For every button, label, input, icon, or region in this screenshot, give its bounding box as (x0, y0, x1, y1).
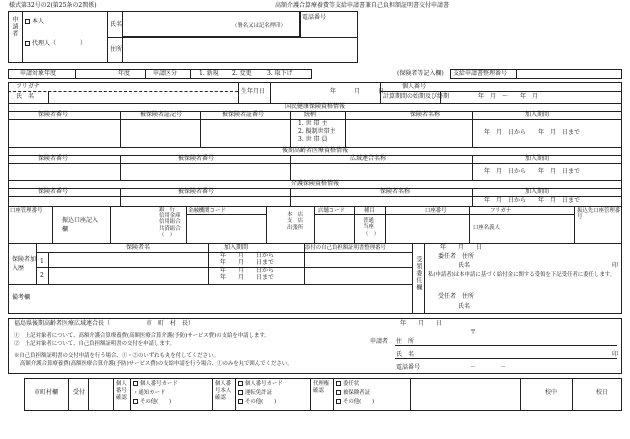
kouetsu-label: 校日 (596, 389, 609, 396)
period-value: 年 月 ～ 年 月 (478, 93, 539, 100)
relation-deemed-head[interactable]: 2. 擬制世帯主 (298, 128, 336, 135)
furikomi-code-label: 振込先口座管理番号 (577, 208, 621, 221)
kanyu-2-from: 年 月 日から (220, 267, 275, 274)
kokuho-card-symbol: 被保険者証記号 (140, 111, 183, 118)
declaration-name: 氏 名 (396, 351, 415, 358)
inin-seal: 印 (612, 262, 619, 269)
kokuho-title: 国民健康保険資格情報 (284, 103, 345, 110)
kokuho-card-number: 被保険者証番号 (222, 111, 265, 118)
declaration-1[interactable]: ① 上記対象者について、高額介護合算療養費(高額医療合算介護(予防)サービス費)の支給を申請します。 (14, 333, 270, 339)
kokuho-relation: 続柄 (304, 111, 317, 118)
bank-type-options[interactable]: 銀 行 信用金庫 信用組合 共済組合 （ ） (159, 207, 181, 238)
applicant-address-field[interactable] (122, 37, 358, 63)
kanyu-1-from: 年 月 日から (220, 252, 275, 259)
year-label: 申請対象年度 (20, 70, 57, 77)
applicant-name-field[interactable] (122, 11, 300, 37)
k2-license-checkbox[interactable] (238, 390, 243, 395)
shinsei-label: 申請者 (370, 338, 389, 345)
period-label: 計算期間の始期及び終期 (383, 93, 450, 100)
d-inin[interactable]: 委任状 (336, 381, 359, 387)
kubun-change[interactable]: 2. 変更 (232, 70, 252, 77)
kanyu-period: 加入期間 (224, 244, 249, 251)
account-number-label: 口座番号 (425, 208, 447, 214)
account-mgmt-label: 口座管理番号 (10, 208, 43, 214)
k2-card[interactable]: 個人番号カード (238, 381, 283, 387)
juryo-date: 年 月 日 (440, 244, 483, 251)
kojin-number-label: 個人番号 (402, 83, 427, 90)
kouki-insured-number: 被保険者番号 (178, 155, 215, 162)
k1-card-checkbox[interactable] (133, 381, 138, 386)
kojin-check-label: 個人番号確認 (116, 381, 127, 402)
agent-option[interactable]: 代理人（ ） (25, 41, 86, 48)
kubun-label: 申請区分 (153, 70, 178, 77)
junin-name: 氏名 (458, 303, 471, 310)
k2-card-checkbox[interactable] (238, 381, 243, 386)
kouki-union-name: 広域連合名称 (350, 155, 387, 162)
seiri-number-label: 支給申請書整理番号 (453, 70, 508, 77)
phone-dashes: － － (470, 364, 507, 371)
dairi-label: 代理権確認 (313, 381, 330, 395)
insurer-fill-note: (保険者等記入欄) (397, 70, 444, 77)
bank-code-label: 金融機関コード (188, 208, 226, 214)
k1-other[interactable]: その他( ) (133, 399, 171, 405)
kanyu-row-2: 2 (40, 272, 44, 279)
kouki-period: 加入期間 (525, 155, 550, 162)
branch-type-options[interactable]: 本 店 支 店 出張所 (287, 212, 304, 231)
account-kind-options[interactable]: 普通 当座 （ ） (363, 218, 380, 237)
k1-other-checkbox[interactable] (133, 399, 138, 404)
kanyu-2-to: 年 月 日まで (220, 274, 275, 281)
kubun-withdraw[interactable]: 3. 取下げ (267, 70, 293, 77)
furigana-label: フリガナ (16, 83, 40, 90)
office-label: 市町村欄 (34, 389, 59, 396)
kouki-insurer-number: 保険者番号 (38, 155, 69, 162)
d-other-checkbox[interactable] (336, 399, 341, 404)
kaigo-insurer-name: 保険者名称 (380, 188, 411, 195)
kokuho-insurer-name: 保険者名称 (410, 111, 441, 118)
inin-name: 氏名 (458, 262, 471, 269)
note-2: 高額介護合算療養費(高額医療合算介護(予防)サービス費)の支給申請を行う場合、①のみを丸で囲んでください。 (20, 361, 293, 367)
dob-value: 年 月 日 (330, 88, 385, 95)
d-other[interactable]: その他( ) (336, 399, 374, 405)
inin-address: 委任者 住所 (438, 253, 475, 260)
self-option[interactable]: 本人 (25, 19, 44, 26)
k1-notice[interactable]: ・通知カード (133, 390, 166, 396)
holder-furigana-label: フリガナ (490, 208, 512, 214)
juryo-label: 受領委任欄 (414, 256, 422, 291)
kaigo-period-value: 年 月 日から 年 月 日まで (484, 197, 581, 204)
applicant-name-label: 氏名 (110, 21, 123, 28)
relation-head[interactable]: 1. 世 帯 主 (298, 120, 328, 127)
declaration-2[interactable]: ② 上記対象者について、自己負担額証明書の交付を申請します。 (14, 341, 176, 347)
kouki-period-value: 年 月 日から 年 月 日まで (484, 168, 581, 175)
relation-member[interactable]: 3. 世 帯 員 (298, 136, 328, 143)
kouki-title: 後期高齢者医療資格情報 (281, 147, 348, 154)
k2-other-checkbox[interactable] (238, 399, 243, 404)
d-card-checkbox[interactable] (336, 390, 341, 395)
kaigo-insured-number: 被保険者番号 (178, 188, 215, 195)
dob-label: 生年月日 (241, 88, 266, 95)
form-number: 様式第32号の2(第25条の2関係) (9, 2, 97, 9)
kaigo-insurer-number: 保険者番号 (38, 188, 69, 195)
note-1: ※自己負担額証明書の交付申請を行う場合、①・②のいずれも丸を付してください。 (14, 353, 219, 359)
juryo-text: 私(申請者)は本申請に基づく給付金に関する受領を下記受任者に委任します。 (428, 272, 616, 278)
year-suffix: 年度 (118, 70, 131, 77)
form-title: 高額介護合算療養費等支給申請書兼自己負担額証明書交付申請書 (275, 2, 450, 9)
phone-label: 電話番号 (302, 14, 327, 21)
addressee: 福島県後期高齢者医療広域連合長（ 市 町 村 長） (14, 320, 195, 327)
account-kind-label: 種目 (364, 208, 375, 214)
person-name-label: 氏 名 (16, 93, 35, 100)
declaration-seal: 印 (612, 351, 619, 358)
declaration-date: 年 月 日 (400, 320, 443, 327)
kubun-new[interactable]: 1. 新規 (199, 70, 219, 77)
kanyu-1-to: 年 月 日まで (220, 259, 275, 266)
kanyu-label: 保険者加入歴 (12, 256, 37, 272)
furikomi-label: 振込口座記入欄 (62, 217, 99, 233)
kokuho-period-value: 年 月 日から 年 月 日まで (484, 129, 581, 136)
kouchu-label: 校中 (545, 389, 558, 396)
kaigo-period: 加入期間 (525, 188, 550, 195)
applicant-address-label: 住所 (110, 46, 123, 53)
d-card[interactable]: 被保険者証 (336, 390, 370, 396)
d-inin-checkbox[interactable] (336, 381, 341, 386)
biko-label: 備考欄 (12, 294, 31, 301)
account-holder-label: 口座名義人 (473, 225, 500, 231)
k2-license[interactable]: 運転免許証 (238, 390, 272, 396)
self-checkbox[interactable] (25, 19, 30, 24)
uketsuke-label: 受付 (73, 389, 86, 396)
store-code-label: 店舗コード (318, 208, 345, 214)
postal-mark: 〒 (470, 329, 477, 336)
kojin-id-label: 個人番号本人確認 (215, 381, 232, 402)
kokuho-period: 加入期間 (525, 111, 550, 118)
k1-card[interactable]: 個人番号カード (133, 381, 178, 387)
k2-other[interactable]: その他( ) (238, 399, 276, 405)
junin-address: 受任者 住所 (438, 293, 475, 300)
kokuho-insurer-number: 保険者番号 (38, 111, 69, 118)
declaration-phone: 電話番号 (396, 364, 421, 371)
kanyu-insurer-name: 保険者名 (126, 244, 151, 251)
sign-note: （署名又は記名押印） (232, 23, 286, 29)
agent-checkbox[interactable] (25, 41, 30, 46)
kanyu-row-1: 1 (40, 258, 44, 265)
declaration-address: 住 所 (396, 338, 415, 345)
applicant-label: 申請者 (10, 16, 18, 37)
kaigo-title: 介護保険資格情報 (290, 180, 339, 187)
kanyu-cert-number: 添付の自己負担額証明書整理番号 (305, 245, 386, 251)
